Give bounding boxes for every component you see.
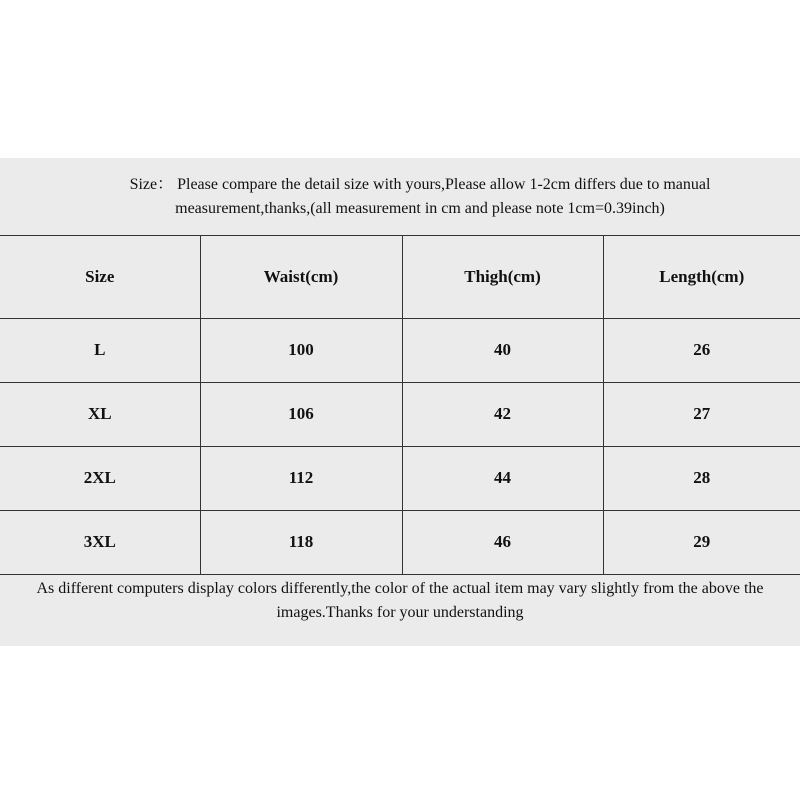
- color-disclaimer: As different computers display colors differently,the color of the actual item may vary slightly from the above the images.Thanks for your understanding: [36, 580, 764, 621]
- table-row: [0, 446, 800, 510]
- waist-cell: 112: [200, 446, 402, 510]
- table-row: [0, 318, 800, 382]
- length-cell: 27: [603, 382, 800, 446]
- thigh-cell: 40: [402, 318, 603, 382]
- column-header-waist: Waist(cm): [200, 236, 402, 318]
- length-cell: 26: [603, 318, 800, 382]
- thigh-cell: 42: [402, 382, 603, 446]
- size-instructions-text: Size： Please compare the detail size with yours,Please allow 1-2cm differs due to manual measurement,thanks,(all measurement in cm and please note 1cm=0.39inch): [129, 175, 711, 217]
- column-header-thigh: Thigh(cm): [402, 236, 603, 318]
- waist-cell: 100: [200, 318, 402, 382]
- table-row: [0, 382, 800, 446]
- size-chart: [0, 158, 800, 646]
- column-header-size: Size: [0, 236, 200, 318]
- waist-cell: 106: [200, 382, 402, 446]
- length-cell: 28: [603, 446, 800, 510]
- thigh-cell: 44: [402, 446, 603, 510]
- size-cell: 2XL: [0, 446, 200, 510]
- size-instructions: [0, 158, 800, 236]
- column-header-length: Length(cm): [603, 236, 800, 318]
- table-row: [0, 510, 800, 574]
- size-cell: 3XL: [0, 510, 200, 574]
- size-cell: XL: [0, 382, 200, 446]
- size-cell: L: [0, 318, 200, 382]
- size-table: [0, 236, 800, 575]
- waist-cell: 118: [200, 510, 402, 574]
- length-cell: 29: [603, 510, 800, 574]
- thigh-cell: 46: [402, 510, 603, 574]
- table-header-row: [0, 236, 800, 318]
